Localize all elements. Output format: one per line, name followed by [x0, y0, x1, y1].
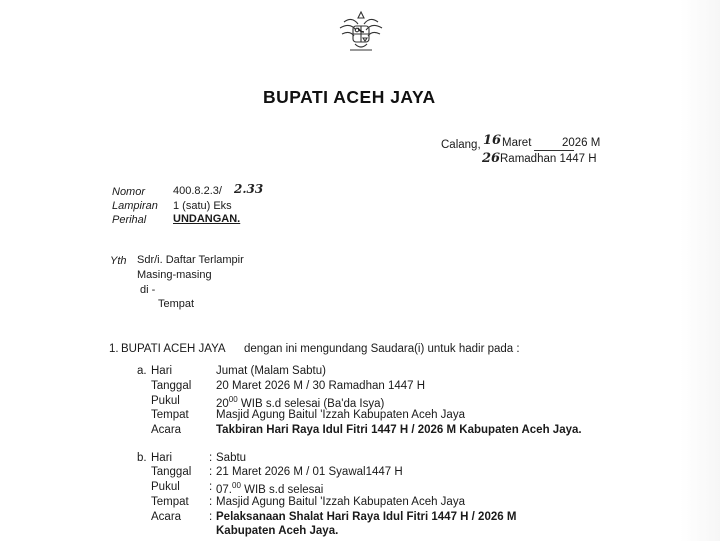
- lampiran-label: Lampiran: [112, 200, 158, 212]
- event-b-marker: b.: [137, 452, 147, 464]
- event-b-acara-colon: :: [209, 511, 213, 523]
- event-b-tempat-value: Masjid Agung Baitul 'Izzah Kabupaten Aceh Jaya: [216, 496, 465, 508]
- event-a-acara-label: Acara: [151, 424, 182, 436]
- nomor-label: Nomor: [112, 186, 146, 198]
- addressee-line1: Sdr/i. Daftar Terlampir: [137, 254, 244, 266]
- event-b-tempat-colon: :: [209, 496, 213, 508]
- event-b-tanggal-colon: :: [209, 466, 213, 478]
- event-b-pukul-value: 07.00 WIB s.d selesai: [216, 481, 324, 496]
- event-b-tanggal-value: 21 Maret 2026 M / 01 Syawal1447 H: [216, 466, 403, 478]
- date-month: Maret: [502, 137, 532, 149]
- date-day-handwritten: 16: [483, 133, 502, 148]
- event-b-hari-label: Hari: [151, 452, 173, 464]
- event-b-acara-label: Acara: [151, 511, 182, 523]
- garuda-emblem-icon: [334, 8, 388, 58]
- perihal-value: UNDANGAN.: [173, 213, 241, 225]
- event-b-hari-value: Sabtu: [216, 452, 247, 464]
- event-b-pukul-label: Pukul: [151, 481, 180, 493]
- paragraph-number: 1.: [109, 343, 119, 355]
- hijri-date: Ramadhan 1447 H: [500, 153, 597, 165]
- event-b-acara-line1: Pelaksanaan Shalat Hari Raya Idul Fitri 1447 H / 2026 M: [216, 511, 517, 523]
- date-place: Calang,: [441, 139, 481, 151]
- page-title: BUPATI ACEH JAYA: [263, 87, 436, 107]
- lampiran-value: 1 (satu) Eks: [173, 200, 232, 212]
- nomor-value: 400.8.2.3/: [173, 185, 222, 197]
- event-a-pukul-label: Pukul: [151, 395, 180, 407]
- event-a-pukul-value: $20^{00}$ WIB s.d selesai (Ba'da Isya): [216, 395, 385, 410]
- perihal-label: Perihal: [112, 214, 147, 226]
- event-a-tanggal-value: 20 Maret 2026 M / 30 Ramadhan 1447 H: [216, 380, 426, 392]
- scan-shadow: [680, 0, 720, 541]
- intro-bold: BUPATI ACEH JAYA: [121, 343, 226, 355]
- event-a-hari-value: Jumat (Malam Sabtu): [216, 365, 326, 377]
- event-a-hari-label: Hari: [151, 365, 173, 377]
- nomor-handwritten: 2.33: [234, 182, 264, 196]
- event-b-acara-line2: Kabupaten Aceh Jaya.: [216, 525, 339, 537]
- intro-text: dengan ini mengundang Saudara(i) untuk hadir pada :: [244, 343, 520, 355]
- event-b-tanggal-label: Tanggal: [151, 466, 192, 478]
- hijri-day-handwritten: 26: [482, 151, 501, 166]
- date-year: 2026 M: [562, 137, 601, 149]
- event-b-pukul-colon: :: [209, 481, 213, 493]
- event-a-acara-value: Takbiran Hari Raya Idul Fitri 1447 H / 2026 M Kabupaten Aceh Jaya.: [216, 424, 582, 436]
- event-a-tempat-value: Masjid Agung Baitul 'Izzah Kabupaten Aceh Jaya: [216, 409, 465, 421]
- event-a-tanggal-label: Tanggal: [151, 380, 192, 392]
- event-b-hari-colon: :: [209, 452, 213, 464]
- addressee-line2: Masing-masing: [137, 269, 212, 281]
- event-a-tempat-label: Tempat: [151, 409, 189, 421]
- date-underline: [534, 150, 574, 151]
- event-b-tempat-label: Tempat: [151, 496, 189, 508]
- addressee-line3: di -: [140, 284, 156, 296]
- event-a-marker: a.: [137, 365, 147, 377]
- addressee-line4: Tempat: [158, 298, 195, 310]
- yth-label: Yth: [110, 255, 127, 267]
